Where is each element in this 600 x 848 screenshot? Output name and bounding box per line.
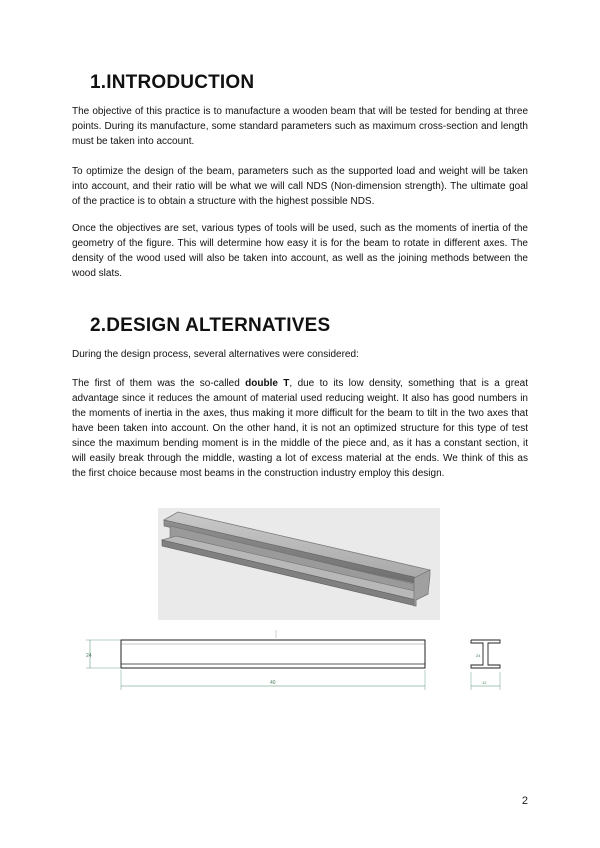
section-width-label: 12 bbox=[482, 680, 487, 685]
height-dimension-label: 24 bbox=[86, 653, 92, 659]
technical-drawing-svg bbox=[80, 628, 520, 700]
i-beam-render bbox=[158, 508, 440, 620]
intro-paragraph-2: To optimize the design of the beam, parameters such as the supported load and weight will be taken into account, and their ratio will be what we will call NDS (Non-dimension strength). The ultimate goal of the practice is to obtain a structure with the highest possible NDS. bbox=[72, 166, 528, 207]
intro-paragraph-1: The objective of this practice is to manufacture a wooden beam that will be tested for bending at three points. During its manufacture, some standard parameters such as maximum cross-section and length must be taken into account. bbox=[72, 106, 528, 147]
double-t-beam-3d-image bbox=[158, 508, 440, 620]
section-number: 1. bbox=[90, 72, 107, 93]
double-t-text-start: The first of them was the so-called bbox=[72, 378, 246, 389]
section-heading-introduction bbox=[90, 72, 254, 94]
section-heading-design-alternatives bbox=[90, 315, 330, 337]
section-height-label: 24 bbox=[476, 653, 481, 658]
double-t-technical-drawing bbox=[80, 628, 520, 700]
section-title: INTRODUCTION bbox=[106, 72, 255, 93]
double-t-text-rest: , due to its low density, something that is a great advantage since it reduces the amount of material used reducing weight. It also has good numbers in the moments of inertia in the axes, thus making it more difficult for the beam to tilt in the two axes that have been taken into account. On the other hand, it is not an optimized structure for this type of test since the maximum bending moment is in the middle of the piece and, as it has a constant section, it will easily break through the middle, wasting a lot of excess material at the ends. We think of this as the first choice because most beams in the construction industry employ this design. bbox=[72, 378, 528, 479]
design-intro-paragraph: During the design process, several alternatives were considered: bbox=[72, 349, 359, 360]
page-number: 2 bbox=[521, 795, 528, 807]
section-number: 2. bbox=[90, 315, 107, 336]
double-t-paragraph bbox=[72, 376, 528, 481]
intro-paragraph-3: Once the objectives are set, various types of tools will be used, such as the moments of inertia of the geometry of the figure. This will determine how easy it is for the beam to rotate in different axes. The density of the wood used will also be taken into account, as well as the joining methods between the wood slats. bbox=[72, 223, 528, 279]
double-t-term: double T bbox=[245, 378, 290, 389]
section-title: DESIGN ALTERNATIVES bbox=[106, 315, 331, 336]
length-dimension-label: 40 bbox=[270, 680, 276, 686]
